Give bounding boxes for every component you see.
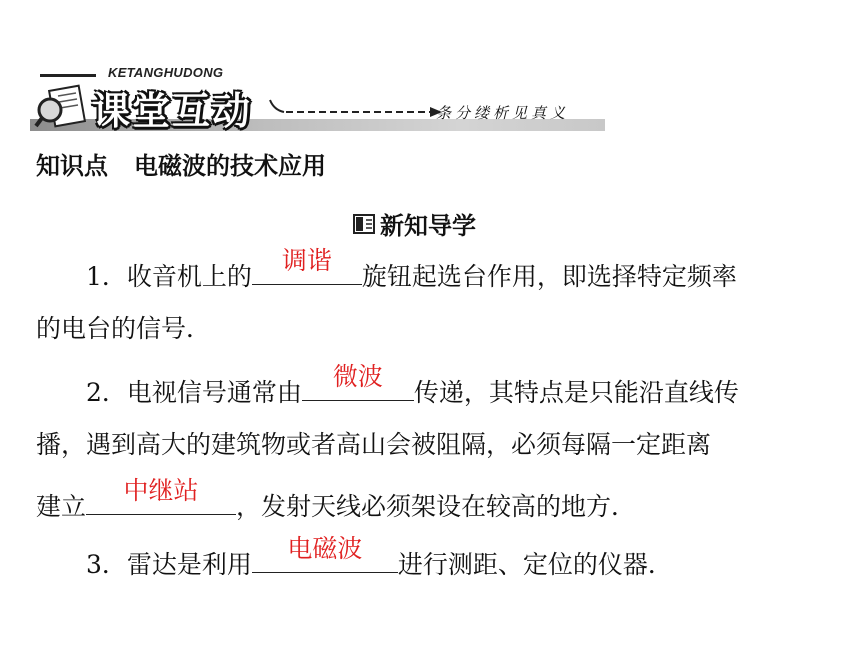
dashed-arrow-icon xyxy=(268,98,443,122)
answer-blank xyxy=(252,534,398,573)
item-2-line-2: 播，遇到高大的建筑物或者高山会被阻隔，必须每隔一定距离 xyxy=(36,430,712,459)
header-subtitle: 条分缕析见真义 xyxy=(436,104,570,122)
item-2-line-1: 2．电视信号通常由 微波 传递，其特点是只能沿直线传 xyxy=(86,362,739,407)
topic-heading xyxy=(36,146,326,181)
item-1-line-2: 的电台的信号． xyxy=(36,314,212,343)
answer-blank xyxy=(302,362,414,401)
header-title: 课堂互动 xyxy=(92,89,253,133)
header-rule xyxy=(40,74,96,77)
item-1-line-1: 1．收音机上的 调谐 旋钮起选台作用，即选择特定频率 xyxy=(86,246,737,291)
answer-text: 微波 xyxy=(332,362,383,391)
answer-text: 调谐 xyxy=(281,246,332,275)
section-header xyxy=(30,62,605,134)
item-2-line-3: 建立 中继站 ，发射天线必须架设在较高的地方． xyxy=(36,476,637,521)
topic-label: 知识点 xyxy=(36,152,108,180)
magnifier-notes-icon xyxy=(34,84,90,128)
book-icon xyxy=(352,212,376,236)
answer-blank xyxy=(86,476,236,515)
answer-blank xyxy=(252,246,362,285)
header-pinyin: KETANGHUDONG xyxy=(108,65,224,80)
answer-text: 电磁波 xyxy=(287,534,363,563)
section-title xyxy=(352,206,476,241)
topic-title: 电磁波的技术应用 xyxy=(134,152,326,180)
item-3-line-1: 3．雷达是利用 电磁波 进行测距、定位的仪器． xyxy=(86,534,673,579)
section-title-text: 新知导学 xyxy=(380,212,476,240)
answer-text: 中继站 xyxy=(123,476,199,505)
